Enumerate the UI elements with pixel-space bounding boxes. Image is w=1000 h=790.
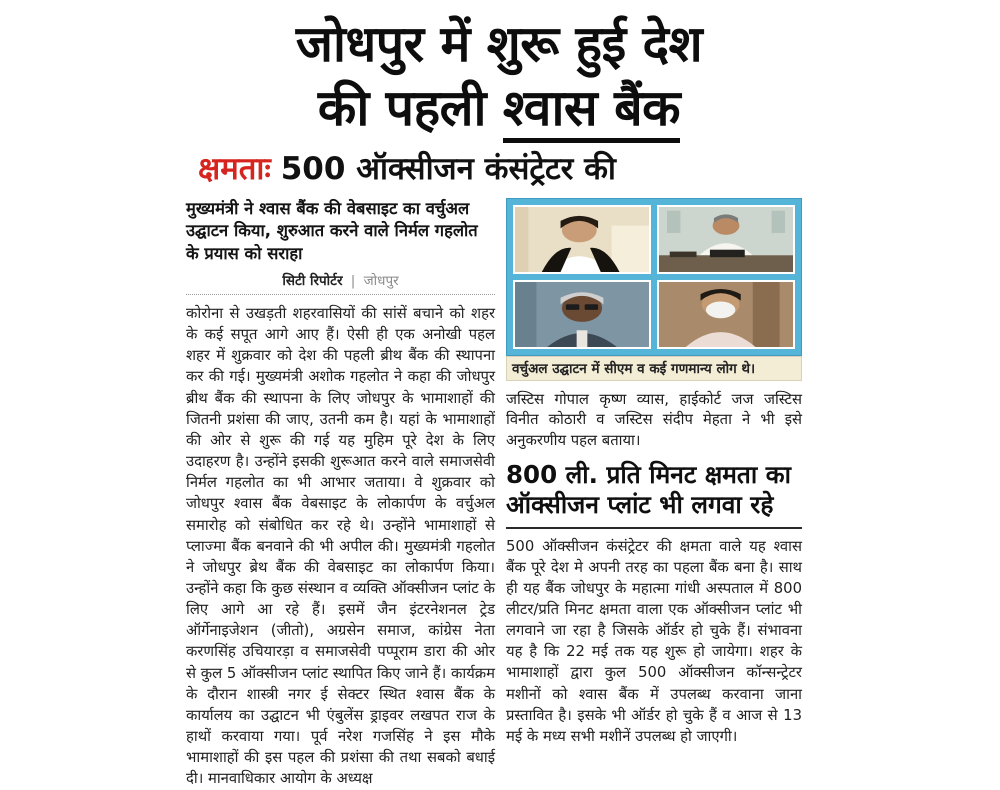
headline-line1: जोधपुर में शुरू हुई देश bbox=[295, 15, 703, 73]
article-headline bbox=[186, 12, 812, 140]
elderly-person-illustration bbox=[515, 282, 649, 347]
byline-city: जोधपुर bbox=[363, 272, 399, 289]
photo-caption: वर्चुअल उद्घाटन में सीएम व कई गणमान्य लोग थे। bbox=[506, 356, 802, 381]
newspaper-article bbox=[186, 12, 812, 790]
right-subheading-line1: 800 ली. प्रति मिनट क्षमता का bbox=[506, 459, 791, 489]
byline bbox=[186, 271, 495, 295]
video-frame-man-with-mask bbox=[657, 280, 795, 349]
right-subheading bbox=[506, 460, 802, 529]
right-subheading-line2: ऑक्सीजन प्लांट भी लगवा रहे bbox=[506, 489, 774, 519]
subheadline-text: 500 ऑक्सीजन कंसंट्रेटर की bbox=[280, 151, 616, 187]
byline-reporter: सिटी रिपोर्टर bbox=[282, 272, 343, 289]
subheadline-label: क्षमताः bbox=[198, 151, 271, 187]
justices-paragraph: जस्टिस गोपाल कृष्ण व्यास, हाईकोर्ट जज जस्टिस विनीत कोठारी व जस्टिस संदीप मेहता ने भी इसे अनुकरणीय पहल बताया। bbox=[506, 390, 802, 450]
right-body-text: 500 ऑक्सीजन कंसंट्रेटर की क्षमता वाले यह श्वास बैंक पूरे देश मे अपनी तरह का पहला बैंक बना है। साथ ही यह बैंक जोधपुर के महात्मा गांधी अस्पताल में 800 लीटर/प्रति मिनट क्षमता वाला एक ऑक्सीजन प्लांट भी लगवाने जा रहा है जिसके ऑर्डर हो चुके हैं। संभावना यह है कि 22 मई तक यह शुरू हो जायेगा। शहर के भामाशाहों द्वारा कुल 500 ऑक्सीजन कॉन्सन्ट्रेटर मशीनों को श्वास बैंक में उपलब्ध करवाना जाना प्रस्तावित है। इसके भी ऑर्डर हो चुके हैं व आज से 13 मई के मध्य सभी मशीनें उपलब्ध हो जाएगी। bbox=[506, 537, 802, 745]
article-columns bbox=[186, 198, 812, 790]
masked-person-illustration bbox=[659, 282, 793, 347]
photo-grid bbox=[506, 198, 802, 356]
byline-separator: | bbox=[350, 272, 356, 289]
right-column bbox=[506, 198, 802, 747]
person-at-desk-illustration bbox=[659, 207, 793, 272]
article-intro: मुख्यमंत्री ने श्वास बैंक की वेबसाइट का वर्चुअल उद्घाटन किया, शुरुआत करने वाले निर्मल गहलोत के प्रयास को सराहा bbox=[186, 198, 478, 263]
person-black-vest-illustration bbox=[515, 207, 649, 272]
headline-underlined-phrase: श्वास बैंक bbox=[503, 79, 680, 143]
video-frame-speaker-black-vest bbox=[513, 205, 651, 274]
headline-line2-prefix: की पहली bbox=[317, 79, 503, 137]
video-conference-photo bbox=[506, 198, 802, 381]
video-frame-cm-at-desk bbox=[657, 205, 795, 274]
left-body-text: कोरोना से उखड़ती शहरवासियों की सांसें बचाने को शहर के कई सपूत आगे आए हैं। ऐसी ही एक अनोखी पहल शहर में शुक्रवार को देश की पहली ब्रीथ बैंक की स्थापना कर की गई। मुख्यमंत्री अशोक गहलोत ने कहा की जोधपुर ब्रीथ बैंक की स्थापना के लिए जोधपुर के भामाशाहों की जितनी प्रशंसा की जाए, उतनी कम है। यहां के भामाशाहों की ओर से शुरू की गई यह मुहिम पूरे देश के लिए उदाहरण है। उन्होंने इसकी शुरूआत करने वाले समाजसेवी निर्मल गहलोत का भी आभार जताया। वे शुक्रवार को जोधपुर श्वास बैंक वेबसाइट के लोकार्पण के वर्चुअल समारोह को संबोधित कर रहे थे। उन्होंने भामाशाहों से प्लाज्मा बैंक बनवाने की भी अपील की। मुख्यमंत्री गहलोत ने जोधपुर ब्रेथ बैंक की वेबसाइट का लोकार्पण किया। उन्होंने कहा कि कुछ संस्थान व व्यक्ति ऑक्सीजन प्लांट के लिए आगे आ रहे हैं। इसमें जैन इंटरनेशनल ट्रेड ऑर्गेनाइजेशन (जीतो), अग्रसेन समाज, कांग्रेस नेता करणसिंह उचियारड़ा व समाजसेवी पप्पूराम डारा की ओर से कुल 5 ऑक्सीजन प्लांट स्थापित किए जाने हैं। कार्यक्रम के दौरान शास्त्री नगर ई सेक्टर स्थित श्वास बैंक के कार्यालय का उद्घाटन भी एंबुलेंस ड्राइवर लखपत राज के हाथों करवाया गया। पूर्व नरेश गजसिंह ने इस मौके भामाशाहों की इस पहल की प्रशंसा की तथा सबको बधाई दी। मानवाधिकार आयोग के अध्यक्ष bbox=[186, 304, 495, 788]
left-column bbox=[186, 198, 495, 790]
article-subheadline bbox=[186, 152, 812, 188]
video-frame-elderly-man-glasses bbox=[513, 280, 651, 349]
